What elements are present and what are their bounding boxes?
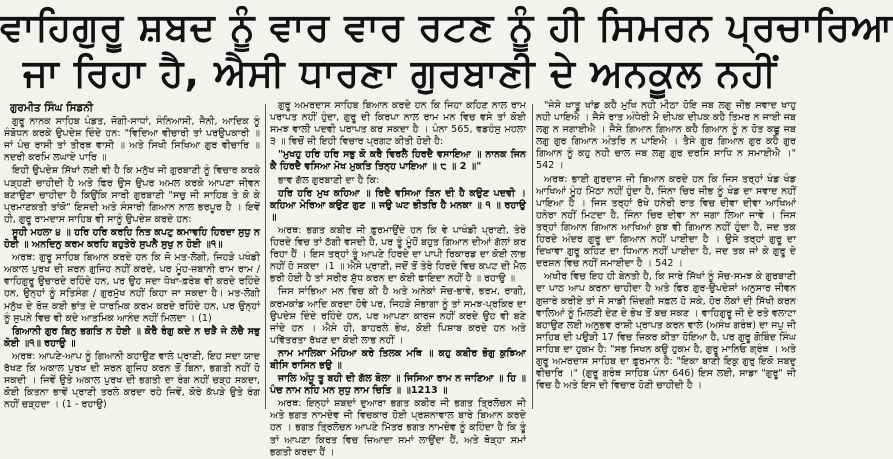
quote-paragraph: ਸੂਹੀ ਮਹਲਾ ੪ ॥ ਹਰਿ ਹਰਿ ਕਰਹਿ ਨਿਤ ਕਪਟੁ ਕਮਾਵਹਿ ਹਿਰਦਾ ਸੁਧੁ ਨ ਹੋਈ ॥ ਅਨਦਿਨੁ ਕਰਮ ਕਰਹਿ ਬਹੁਤੇਰੇ ਸੁਪਨੈ ਸੁਖੁ ਨ ਹੋਈ ॥੧॥ xyxy=(4,226,260,251)
headline xyxy=(0,0,893,100)
headline-line-1: ਵਾਹਿਗੁਰੂ ਸ਼ਬਦ ਨੂੰ ਵਾਰ ਵਾਰ ਰਟਣ ਨੂੰ ਹੀ ਸਿਮਰਨ ਪ੍ਰਚਾਰਿਆ xyxy=(0,5,893,49)
paragraph: ਗੁਰੂ ਨਾਨਕ ਸਾਹਿਬ ਪੰਡਤ, ਜੋਗੀ-ਸਾਧਾਂ, ਸੰਨਿਆਸੀ, ਜੈਨੀ, ਆਦਿਕ ਨੂੰ ਸੰਬੋਧਨ ਕਰਕੇ ਉਪਦੇਸ਼ ਦਿੰਦੇ ਹਨ: "ਵਿਦਿਆ ਵੀਚਾਰੀ ਤਾਂ ਪਰਉਪਕਾਰੀ ॥ ਜਾਂ ਪੰਚ ਰਾਸੀ ਤਾਂ ਤੀਰਥ ਵਾਸੀ ॥ ਅਤੇ ਸਿਖੀ ਸਿਖਿਆ ਗੁਰ ਵੀਚਾਰਿ ॥ ਨਦਰੀ ਕਰਮਿ ਲਘਾਏ ਪਾਰਿ ॥ xyxy=(4,116,260,164)
article-column-2 xyxy=(270,100,526,458)
paragraph: ਅਖੀਰ ਵਿਚ ਇਹ ਹੀ ਬੇਨਤੀ ਹੈ, ਕਿ ਸਾਰੇ ਸਿੱਖਾਂ ਨੂੰ ਸੋਚ-ਸਮਝ ਕੇ ਗੁਰਬਾਣੀ ਦਾ ਪਾਠ ਆਪ ਕਰਨਾ ਚਾਹੀਦਾ ਹੈ ਅਤੇ ਫਿਰ ਗੁਰ-ਉਪਦੇਸ਼ਾਂ ਅਨੁਸਾਰ ਜੀਵਨ ਗੁਜ਼ਾਰੇ ਕਰੀਏ ਤਾਂ ਜੋ ਸਾਡੀ ਜ਼ਿੰਦਗੀ ਸਫ਼ਲ ਹੋ ਸਕੇ, ਹੋਰ ਲੋਕਾਂ ਦੀ ਸਿੱਖੀ ਕਰਨ ਵਾਲਿਆਂ ਨੂੰ ਮਿਲਣੀ ਦੇਣ ਦੇ ਭੇਖ ਤੋਂ ਬਚ ਸਕਣ । ਵਾਹਿਗੁਰੂ ਜੀ ਦੇ ਰਤੇ ਵਲਾਟਾ ਬਹਾਉਣ ਲਈ ਅਨੁਭਵ ਰਾਸ਼ੀ ਪ੍ਰਾਪਤ ਕਰਨ ਵਾਲੇ (ਅਸੰਖ ਗਰੰਥ) ਦਾ ਜਪੁ ਜੀ ਸਾਹਿਬ ਦੀ ਪਉੜੀ 17 ਵਿਚ ਜ਼ਿਕਰ ਕੀਤਾ ਹੋਇਆ ਹੈ, ਪਰ ਗੁਰੂ ਗੋਬਿੰਦ ਸਿੰਘ ਸਾਹਿਬ ਦਾ ਹੁਕਮ ਹੈ: "ਸਭ ਸਿਖਨ ਕਉ ਹੁਕਮ ਹੈ, ਗੁਰੂ ਮਾਨਿਓ ਗ੍ਰੰਥ । ਅਤੇ ਗੁਰੂ ਅਮਰਦਾਸ ਸਾਹਿਬ ਦਾ ਫ਼ੁਰਮਾਨ ਹੈ: "ਇਕਾ ਬਾਣੀ ਇਕੁ ਗੁਰੁ ਇਕੋ ਸਬਦੁ ਵੀਚਾਰਿ ।" (ਗੁਰੂ ਗਰੰਥ ਸਾਹਿਬ ਪੰਨਾ 646) ਇਸ ਲਈ, ਸਾਡਾ "ਗੁਰੂ" ਜੀ ਵਿਚ ਹੈ ਅਤੇ ਇਸ ਦੀ ਵਿਚਾਰ ਹੋਣੀ ਚਾਹੀਦੀ ਹੈ । xyxy=(536,271,796,392)
article-column-3 xyxy=(536,100,796,411)
paragraph: ਅਰਥ: ਇਨ੍ਹਾਂ ਸ਼ਬਦਾਂ ਦੁਆਰਾ ਭਗਤ ਕਬੀਰ ਜੀ ਭਗਤ ਤ੍ਰਿਲੋਚਨ ਜੀ ਅਤੇ ਭਗਤ ਨਾਮਦੇਵ ਜੀ ਵਿਚਕਾਰ ਹੋਈ ਪ੍ਰਸ਼ਨਾਵਾਲ ਬਾਰੇ ਬਿਆਨ ਕਰਦੇ ਹਨ । ਭਗਤ ਤ੍ਰਿਲੋਚਨ ਆਪਣੇ ਮਿੱਤਰ ਭਗਤ ਨਾਮਦੇਵ ਨੂੰ ਕਹਿੰਦਾ ਹੈ ਕਿ ਤੂੰ ਤਾਂ ਆਪਣਾ ਕਿਰਤ ਵਿਚ ਜ਼ਿਆਦਾ ਸਮਾਂ ਲਾਉਂਦਾ ਹੈਂ, ਅਤੇ ਥੋੜ੍ਹਾ ਸਮਾਂ ਭਗਤੀ ਕਰਦਾ ਹੈਂ । xyxy=(270,398,526,458)
author-byline: ਗੁਰਮੀਤ ਸਿੰਘ ਸਿਡਨੀ xyxy=(10,102,94,114)
paragraph: ਅਰਥ: ਗੁਰੂ ਸਾਹਿਬ ਬਿਆਨ ਕਰਦੇ ਹਨ ਕਿ ਜੋ ਮਤ-ਲੋਗੀ, ਜਿਹੜੇ ਪਖੰਡੀ ਅਕਾਲ ਪੁਰਖ ਦੀ ਸ਼ਰਨ ਗੁਜਿਹ ਨਹੀਂ ਕਰਦੇ, ਪਰ ਮੂੰਹ-ਜ਼ਬਾਨੀ ਰਾਮ ਰਾਮ / ਵਾਹਿਗੁਰੂ ਉਚਾਰਦੇ ਰਹਿੰਦੇ ਹਨ, ਪਰ ਉਹ ਸਦਾ ਧੋਖਾ-ਫ਼ਰੇਬ ਵੀ ਕਰਦੇ ਰਹਿੰਦੇ ਹਨ, ਉਨ੍ਹਾਂ ਨੂੰ ਸਤਿਸੰਗ / ਗੁਰਮੁੱਖ ਨਹੀਂ ਕਿਹਾ ਜਾ ਸਕਦਾ ਹੈ। ਮਤ-ਲੋਗੀ ਮਨੁੱਖ ਦੇ ਰੋਜ਼ ਕਈ ਭਾਂਤ ਦੇ ਧਾਰਮਿਕ ਕਰਮ ਕਰਦੇ ਰਹਿੰਦੇ ਹਨ, ਪਰ ਉਨ੍ਹਾਂ ਨੂੰ ਸੁਪਨੇ ਵਿਚ ਵੀ ਕਦੇ ਆਤਮਿਕ ਆਨੰਦ ਨਹੀਂ ਮਿਲਦਾ । (1) xyxy=(4,252,260,324)
article-column-1 xyxy=(4,100,260,411)
paragraph: ਭਾਵ ਗੱਲ ਗੁਰਬਾਣੀ ਦਾ ਹੈ ਕਿ: xyxy=(278,174,380,186)
quote-paragraph: ਹਰਿ ਹਰਿ ਮੁਖ ਕਹਿਆ ॥ ਰਿਦੈ ਵਸਿਆ ਤਿਨ ਦੀ ਹੈ ਕਉਣ ਪਦਵੀ । ਕਹਿਆ ਮੇਰਿਆ ਕਉਣ ਗੁਣ ॥ ਜਉ ਘਟ ਭੀਤਰਿ ਹੈ ਮਨਕਾ ॥ ੧ ॥ ਰਹਾਉ ॥ xyxy=(270,187,526,223)
paragraph: ਗੁਰੂ ਅਮਰਦਾਸ ਸਾਹਿਬ ਬਿਆਨ ਕਰਦੇ ਹਨ ਕਿ ਜਿਹਾ ਕਹਿਣ ਨਾਲ ਰਾਮ ਪਰਾਪਤ ਨਹੀਂ ਹੁੰਦਾ, ਗੁਰੂ ਦੀ ਕਿਰਪਾ ਨਾਲ ਰਾਮ ਮਨ ਵਿਚ ਵਸੇ ਤਾਂ ਕੋਈ ਸਮਝ ਵਾਲੀ ਪਦਵੀ ਪਰਾਪਤ ਕਰ ਸਕਦਾ ਹੈ । ਪੰਨਾ 565, ਵਡਹੰਸੁ ਮਹਲਾ ੩ ॥ ਵਿਚੋਂ ਜ਼ੀ ਇਹੀ ਵਿਚਾਰ ਪ੍ਰਗਟ ਕੀਤੀ ਹੋਈ ਹੈ: xyxy=(270,100,526,148)
paragraph: "ਜੇਸੇ ਖਾਤੂ ਖਾਂਡ ਕਹੈ ਮੁਖਿ ਨਹੀ ਮੀਠਾ ਹੋਇ ਜਬ ਲਗੁ ਜੀਭ ਸਵਾਦ ਖਾਹੁ ਨਹੀ ਪਾਇਐ । ਜੈਸੇ ਰਾਤ ਅੰਧੇਰੀ ਮੈ ਦੀਪਕ ਦੀਪਕ ਕਹੈ ਤਿਮਰ ਨ ਜਾਈ ਜਬ ਲਗੁ ਨ ਜਗਾਈਐ । ਜੈਸੇ ਗਿਆਨ ਗਿਆਨ ਕਹੈ ਗਿਆਨ ਨੂੰ ਨ ਹੋਤ ਕਛੂ ਜਬ ਲਗੁ ਗੁਰ ਗਿਆਨ ਅੰਤਰਿ ਨ ਪਾਇਐ । ਤੈਸੇ ਗੁਰ ਗਿਆਨ ਗੁਰ ਕਹੈ ਗੁਰ ਗਿਆਨ ਨੂੰ ਕਹੁ ਨਹੀ ਚਾਲ ਜਬ ਲਗੁ ਗੁਰ ਦਰਸਿ ਸਾਧਿ ਨ ਸਮਾਈਐ ।" 542 । xyxy=(536,100,796,172)
paragraph: ਅਰਥ: ਭਾਈ ਗੁਰਦਾਸ ਜੀ ਬਿਆਨ ਕਰਦੇ ਹਨ ਕਿ ਜਿਸ ਤਰ੍ਹਾਂ ਖੰਡ ਖੰਡ ਆਖਿਆਂ ਮੂੰਹ ਮਿੱਠਾ ਨਹੀਂ ਹੁੰਦਾ ਹੈ, ਜਿੰਨਾ ਚਿਰ ਜੀਭ ਨੂੰ ਖੰਡ ਦਾ ਸਵਾਦ ਨਹੀਂ ਪਾਇਆ ਹੈ । ਜਿਸ ਤਰ੍ਹਾਂ ਰੱਖੇ ਹਨੇਰੀ ਰਾਤ ਵਿਚ ਦੀਵਾ ਦੀਵਾ ਆਖਿਆਂ ਹਨੇਰਾ ਨਹੀਂ ਮਿਟਦਾ ਹੈ, ਜਿੰਨਾ ਚਿਰ ਦੀਵਾ ਨਾ ਜਗਾ ਲਿਆ ਜਾਵੇ । ਜਿਸ ਤਰ੍ਹਾਂ ਗਿਆਨ ਗਿਆਨ ਆਖਿਆਂ ਕੁਝ ਵੀ ਗਿਆਨ ਨਹੀਂ ਹੁੰਦਾ ਹੈ, ਜਦ ਤਕ ਹਿਰਦੇ ਅੰਦਰ ਗੁਰੂ ਦਾ ਗਿਆਨ ਨਹੀਂ ਪਾਈਦਾ ਹੈ । ਉਸੇ ਤਰ੍ਹਾਂ ਗੁਰੂ ਦਾ ਦਿਖਾਵਾ ਗੁਰੂ ਕਹਿਣ ਦਾ ਧਿਆਨ ਨਹੀਂ ਪਾਈਦਾ ਹੈ, ਜਦ ਤਕ ਜਾਂ ਕੇ ਗੁਰੂ ਦੇ ਦਰਸ਼ਨ ਵਿਚ ਨਹੀਂ ਸਮਾਈਦਾ ਹੈ । 542 । xyxy=(536,173,796,270)
quote-paragraph: ਜਾਲਿ ਅੰਧੂ ਤੂ ਬਹੀ ਦੀ ਗੱਲ ਬੋਲਾ ॥ ਜਿਸਿਆ ਰਾਮ ਨ ਜਾਣਿਆ ॥ ਹਿ ॥ ਪੰਚ ਨਾਮ ਨਹਿ ਮਨ ਸੁਧੁ ਨਾਮ ਚਿਤਿ ॥ ॥1213 ॥ xyxy=(270,373,526,397)
paragraph: ਅਰਥ: ਭਗਤ ਕਬੀਰ ਜੀ ਫ਼ੁਰਮਾਉਂਦੇ ਹਨ ਕਿ ਵੇ ਪਾਖੰਡੀ ਪ੍ਰਾਣੀ, ਤੇਰੇ ਹਿਰਦੇ ਵਿਚ ਤਾਂ ਠੱਗੀ ਵਸਦੀ ਹੈ, ਪਰ ਤੂੰ ਮੂੰਹੋਂ ਬਹੁਤ ਗਿਆਨ ਦੀਆਂ ਗੱਲਾਂ ਕਰ ਰਿਹਾ ਹੈਂ । ਇਸ ਤਰ੍ਹਾਂ ਤੂੰ ਆਪਣੇ ਹਿਰਦੇ ਦਾ ਪਾਪੀ ਰਿਕਾਰਡ ਦਾ ਕੋਈ ਲਾਭ ਨਹੀਂ ਹੋ ਸਕਦਾ ।1 ॥ ਐਸੇ ਪ੍ਰਾਣੀ, ਜਦੋਂ ਤੋਂ ਤੇਰੇ ਹਿਰਦੇ ਵਿਚ ਕਪਟ ਦੀ ਮੈਲ ਭਰੀ ਹੋਈ ਹੈ ਤਾਂ ਸਰੀਰ ਸ਼ੁੱਧ ਕਰਨ ਦਾ ਕੋਈ ਫਾਇਦਾ ਨਹੀਂ ਹੈ ॥ ਰਹਾਉ ॥ xyxy=(270,224,526,285)
article-body xyxy=(4,100,796,458)
quote-paragraph: "ਮੁਖਹੁ ਹਰਿ ਹਰਿ ਸਭੁ ਕੋ ਕਰੈ ਵਿਰਲੈ ਹਿਰਦੈ ਵਸਾਇਆ ॥ ਨਾਨਕ ਜਿਨ ਕੈ ਹਿਰਦੈ ਵਸਿਆ ਮੋਖ ਮੁਕਤਿ ਤਿਨ੍ਹ ਪਾਇਆ ॥ ੮ ॥ 2 ॥" xyxy=(270,149,526,173)
paragraph: ਅਰਥ: ਆਪਣੇ-ਆਪ ਨੂੰ ਗਿਆਨੀ ਕਹਾਉਣ ਵਾਲੇ ਪ੍ਰਾਣੀ, ਇਹ ਸਦਾ ਯਾਦ ਰੱਖਣ ਕਿ ਅਕਾਲ ਪੁਰਖ ਦੀ ਸ਼ਰਨ ਗੁਜਿਹ ਕਰਨ ਤੋਂ ਬਿਨਾ, ਭਗਤੀ ਨਹੀਂ ਹੋ ਸਕਦੀ । ਜਿਵੇਂ ਉਤੇ ਅਕਾਲ ਪੁਰਖ ਦੀ ਭਗਤੀ ਦਾ ਰੰਗ ਨਹੀਂ ਚੜ੍ਹ ਸਕਦਾ, ਕੋਈ ਕਿਤਨਾ ਭਾਵੇਂ ਪ੍ਰਾਣੀ ਤਰਲੇ ਕਰਦਾ ਰਹੇ ਜਿਵੇਂ, ਕੋਰੇ ਕੱਪੜੇ ਉਤੇ ਰੰਗ ਨਹੀਂ ਚੜ੍ਹਦਾ । (1 - ਰਹਾਉ) xyxy=(4,350,260,411)
quote-paragraph: ਨਾਮ ਮਾਲਿਕਾ ਮੋਹਿਆ ਕਰੇ ਤਿਲਕ ਮਥਿ ॥ ਕਹੁ ਕਬੀਰ ਭੋਗੁ ਕੁਝਿਆ ਬੀਸਿ ਰਾਸਿਨ ਭਉ ॥ xyxy=(270,347,526,371)
paragraph: ਇਹੀ ਉਪਦੇਸ਼ ਸਿੱਖਾਂ ਲਈ ਵੀ ਹੈ ਕਿ ਮਨੁੱਖ ਜੀ ਗੁਰਬਾਣੀ ਨੂੰ ਵਿਚਾਰ ਕਰਕੇ ਪੜ੍ਹਣੀ ਚਾਹੀਦੀ ਹੈ ਅਤੇ ਫਿਰ ਉਸ ਉਪਰ ਅਮਲ ਕਰਕੇ ਆਪਣਾ ਜੀਵਨ ਬਣਾਉਣਾ ਚਾਹੀਦਾ ਹੈ ਕਿਉਂਕਿ ਸਾਰੀ ਗੁਰਬਾਣੀ "ਸਚੁ ਜੀ ਸਾਹਿਬ ਤੇ ਕੋ ਕੇ ਪ੍ਰਮਾਣਕਤੀ ਤਾਂਕੋ" ਇਸਦੀ ਅਤੇ ਸੰਸਾਰੀ ਗਿਆਨ ਨਾਲ ਭਰਪੂਰ ਹੈ । ਇਵੇਂ ਹੀ, ਗੁਰੂ ਰਾਮਦਾਸ ਸਾਹਿਬ ਵੀ ਸਾਨੂੰ ਉਪਦੇਸ਼ ਕਰਦੇ ਹਨ: xyxy=(4,165,260,225)
quote-paragraph: ਗਿਆਨੀ ਗੁਰ ਬਿਨੁ ਭਗਤਿ ਨ ਹੋਈ ॥ ਕੋਰੈ ਰੰਗੁ ਕਦੇ ਨ ਚੜੈ ਜੇ ਲੋਚੈ ਸਭੁ ਕੋਈ ॥੧॥ ਰਹਾਉ ॥ xyxy=(4,325,260,349)
paragraph: ਜਿਸ ਸਾਂਭਿਆ ਮਨ ਵਿਚ ਕੀ ਹੈ ਅਤੇ ਅਨੇਕਾਂ ਸੋਚ-ਭਾਵੇ, ਭਰਮ, ਰਾਗੀ, ਕਰਮਕਾਂਡ ਆਦਿ ਕਰਦਾ ਹੋਵੇ ਪਰ, ਜਿਹੜੇ ਸੋਭਾਗਾ ਨੂੰ ਤਾਂ ਸਮਝ-ਪ੍ਰਕਿਰ ਦਾ ਉਪਦੇਸ਼ ਦਿੰਦੇ ਰਹਿੰਦੇ ਹਨ, ਪਰ ਆਪਣਾ ਕਾਰਜ ਨਹੀਂ ਕਰਦੇ ਉਹ ਵੀ ਬਣੇ ਜਾਂਦੇ ਹਨ । ਐਸੇ ਹੀ, ਬਾਹਰਲੇ ਭੇਖ, ਕੋਈ ਪਿਸ਼ਾਬ ਕਰਦੇ ਹਨ ਅਤੇ ਪਵਿੱਤਰਤਾ ਰੱਖਣ ਦਾ ਕੋਈ ਲਾਭ ਨਹੀਂ । xyxy=(270,286,526,346)
headline-line-2: ਜਾ ਰਿਹਾ ਹੈ, ਐਸੀ ਧਾਰਣਾ ਗੁਰਬਾਣੀ ਦੇ ਅਨਕੂਲ ਨਹੀਂ xyxy=(22,51,778,95)
